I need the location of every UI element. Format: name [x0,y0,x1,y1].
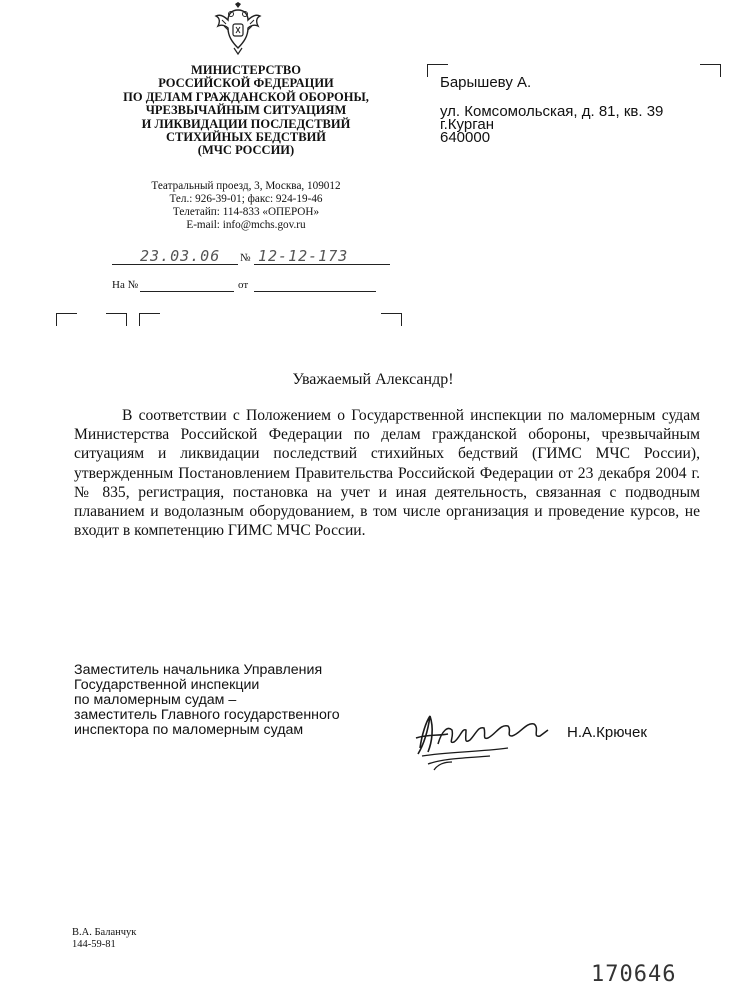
subject-corner-right [381,313,402,326]
registration-date: 23.03.06 [140,247,221,265]
subject-corner-left [56,313,77,326]
org-line: МИНИСТЕРСТВО [191,63,301,77]
recipient-postcode: 640000 [440,129,491,146]
org-line: СТИХИЙНЫХ БЕДСТВИЙ [165,130,327,145]
executor-phone: 144-59-81 [72,939,116,950]
org-line: (МЧС РОССИИ) [197,143,295,158]
position-line: инспектора по маломерным судам [74,722,304,738]
signatory-name: Н.А.Крючек [567,724,647,741]
recipient-street: ул. Комсомольская, д. 81, кв. 39 [440,103,664,120]
stamp-number: 170646 [591,962,677,987]
position-line: по маломерным судам – [74,692,237,708]
greeting: Уважаемый Александр! [292,371,454,388]
ref-from-label: от [238,279,249,291]
coat-of-arms-icon [214,2,262,56]
registration-number: 12-12-173 [258,247,349,265]
contact-phone: Тел.: 926-39-01; факс: 924-19-46 [169,193,323,205]
number-sign: № [240,252,251,264]
subject-corner-mid-left [139,313,160,326]
ref-date-underline [254,291,376,292]
org-line: ПО ДЕЛАМ ГРАЖДАНСКОЙ ОБОРОНЫ, [123,89,369,104]
contact-address: Театральный проезд, 3, Москва, 109012 [151,180,341,192]
letter-body: В соответствии с Положением о Государственной инспекции по маломерным судам Министерства Российской Федерации по делам гражданской обороны, чрезвычайным ситуациям и ликвидации последствий стихийных бедствий (ГИМС МЧС России), утвержденным Постановлением Правительства Российской Федерации от 23 декабря 2004 г. № 835, регистрация, постановка на учет и иная деятельность, связанная с подводным плаванием и водолазным оборудованием, в том числе организация и проведение курсов, не входит в компетенцию ГИМС МЧС России. [74,407,700,540]
recipient-city: г.Курган [440,116,494,133]
recipient-name: Барышеву А. [440,74,532,91]
position-line: Государственной инспекции [74,677,260,693]
contact-email: E-mail: info@mchs.gov.ru [186,219,306,231]
executor-name: В.А. Баланчук [72,927,137,938]
ministry-contacts [100,180,392,232]
position-line: Заместитель начальника Управления [74,662,323,678]
signatory-position [74,663,340,738]
org-line: РОССИЙСКОЙ ФЕДЕРАЦИИ [158,76,334,91]
position-line: заместитель Главного государственного [74,707,340,723]
org-line: ЧРЕЗВЫЧАЙНЫМ СИТУАЦИЯМ [145,103,347,118]
org-line: И ЛИКВИДАЦИИ ПОСЛЕДСТВИЙ [141,116,351,131]
contact-teletype: Телетайп: 114-833 «ОПЕРОН» [172,206,320,218]
handwritten-signature [408,708,554,774]
executor-info [72,927,136,951]
address-corner-right [700,64,721,77]
ref-label: На № [112,279,139,291]
ministry-name [100,64,392,158]
ref-number-underline [140,291,234,292]
subject-corner-mid-right [106,313,127,326]
